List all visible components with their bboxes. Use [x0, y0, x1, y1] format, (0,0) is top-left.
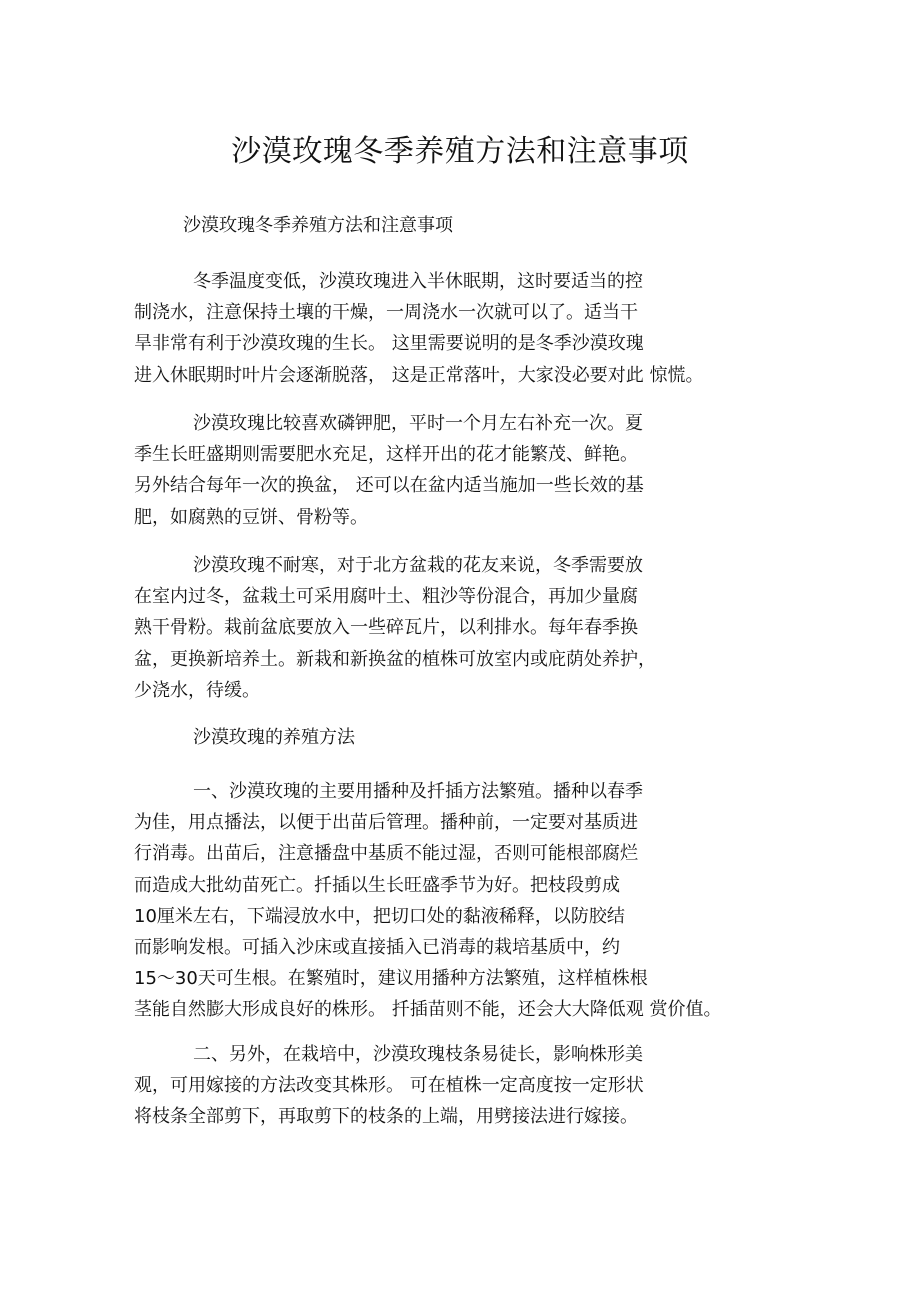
paragraph-line: 行消毒。出苗后，注意播盘中基质不能过湿，否则可能根部腐烂 [134, 843, 638, 865]
paragraph-line: 10厘米左右，下端浸放水中，把切口处的黏液稀释，以防胶结 [134, 905, 625, 927]
paragraph-line: 肥，如腐熟的豆饼、骨粉等。 [134, 506, 368, 528]
paragraph-line: 冬季温度变低，沙漠玫瑰进入半休眠期，这时要适当的控 [193, 271, 643, 292]
paragraph-line: 而造成大批幼苗死亡。扦插以生长旺盛季节为好。把枝段剪成 [134, 874, 620, 896]
paragraph-line: 茎能自然膨大形成良好的株形。 扦插苗则不能，还会大大降低观 赏价值。 [134, 999, 722, 1021]
section-heading: 沙漠玫瑰的养殖方法 [193, 727, 355, 748]
paragraph-line: 进入休眠期时叶片会逐渐脱落， 这是正常落叶，大家没必要对此 惊慌。 [134, 364, 704, 386]
document-subtitle: 沙漠玫瑰冬季养殖方法和注意事项 [183, 215, 453, 236]
paragraph-line: 将枝条全部剪下，再取剪下的枝条的上端，用劈接法进行嫁接。 [134, 1106, 638, 1128]
paragraph-line: 熟干骨粉。栽前盆底要放入一些碎瓦片，以利排水。每年春季换 [134, 617, 638, 639]
paragraph-line: 一、沙漠玫瑰的主要用播种及扦插方法繁殖。播种以春季 [193, 781, 643, 802]
paragraph-line: 季生长旺盛期则需要肥水充足，这样开出的花才能繁茂、鲜艳。 [134, 444, 638, 466]
paragraph-cold-protection [134, 550, 656, 706]
document-title: 沙漠玫瑰冬季养殖方法和注意事项 [231, 134, 689, 169]
paragraph-line: 为佳，用点播法，以便于出苗后管理。播种前，一定要对基质进 [134, 812, 638, 834]
paragraph-line: 盆，更换新培养土。新栽和新换盆的植株可放室内或庇荫处养护， [134, 648, 656, 670]
paragraph-line: 沙漠玫瑰不耐寒，对于北方盆栽的花友来说，冬季需要放 [193, 555, 643, 576]
paragraph-line: 旱非常有利于沙漠玫瑰的生长。 这里需要说明的是冬季沙漠玫瑰 [134, 333, 644, 355]
paragraph-winter-watering [134, 266, 703, 391]
paragraph-line: 15〜30天可生根。在繁殖时，建议用播种方法繁殖，这样植株根 [134, 968, 648, 990]
paragraph-line: 在室内过冬，盆栽土可采用腐叶土、粗沙等份混合，再加少量腐 [134, 586, 638, 608]
paragraph-propagation [134, 776, 721, 1026]
paragraph-line: 沙漠玫瑰比较喜欢磷钾肥，平时一个月左右补充一次。夏 [193, 413, 643, 434]
paragraph-grafting [134, 1039, 644, 1133]
paragraph-line: 二、另外，在栽培中，沙漠玫瑰枝条易徒长，影响株形美 [193, 1044, 643, 1065]
paragraph-line: 少浇水，待缓。 [134, 679, 260, 701]
paragraph-line: 制浇水，注意保持土壤的干燥，一周浇水一次就可以了。适当干 [134, 302, 638, 324]
paragraph-line: 观，可用嫁接的方法改变其株形。 可在植株一定高度按一定形状 [134, 1075, 644, 1097]
paragraph-line: 而影响发根。可插入沙床或直接插入已消毒的栽培基质中，约 [134, 937, 620, 959]
paragraph-fertilizer [134, 408, 644, 533]
paragraph-line: 另外结合每年一次的换盆， 还可以在盆内适当施加一些长效的基 [134, 475, 644, 497]
